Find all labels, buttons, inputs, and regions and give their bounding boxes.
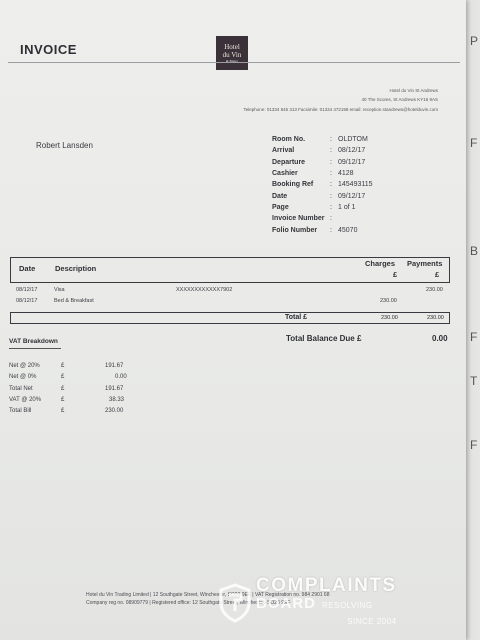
watermark-line1: COMPLAINTS	[256, 575, 397, 596]
colon: :	[330, 147, 332, 155]
header-charges: Charges	[365, 259, 396, 268]
info-label: Departure	[272, 158, 306, 166]
logo-line3: & Bistro	[225, 58, 239, 63]
balance-label: Total Balance Due £	[286, 334, 362, 343]
watermark-text	[256, 576, 397, 630]
vat-label: Net @ 0%	[9, 374, 37, 380]
footer-line1: Hotel du Vin Trading Limited | 12 Southgate Street, Winchester, SO23 9EF | VAT Registration no. 984 2901 68	[86, 592, 330, 598]
info-row	[272, 145, 373, 156]
row-date: 08/12/17	[16, 298, 38, 304]
info-row	[272, 202, 373, 213]
colon: :	[330, 181, 332, 189]
info-label: Page	[272, 203, 289, 211]
vat-row	[9, 397, 129, 406]
watermark-resolving: RESOLVING	[322, 601, 373, 610]
info-row	[272, 213, 373, 224]
colon: :	[330, 203, 332, 211]
edge-glyph: B	[470, 244, 479, 258]
hotel-address-line2: 40 The Scores, St Andrews KY16 9AS	[361, 97, 438, 102]
edge-glyph: F	[470, 330, 478, 344]
info-row	[272, 190, 373, 201]
vat-currency: £	[61, 408, 65, 414]
edge-glyph: F	[470, 136, 478, 150]
info-label: Cashier	[272, 170, 298, 178]
guest-name: Robert Lansden	[36, 141, 93, 150]
vat-breakdown-title: VAT Breakdown	[9, 338, 58, 345]
table-row	[16, 298, 456, 306]
vat-currency: £	[61, 374, 65, 380]
vat-value: 0.00	[115, 374, 127, 380]
row-charges: 230.00	[380, 298, 397, 304]
info-label: Room No.	[272, 136, 306, 144]
total-row	[10, 312, 450, 324]
invoice-title: INVOICE	[20, 42, 77, 57]
info-value: 09/12/17	[338, 158, 366, 166]
info-row	[272, 134, 373, 145]
shield-icon	[218, 583, 252, 623]
info-value: 08/12/17	[338, 147, 366, 155]
watermark-since: SINCE 2004	[347, 617, 397, 626]
vat-row	[9, 408, 129, 417]
info-label: Date	[272, 192, 288, 200]
vat-label: Total Bill	[9, 408, 32, 414]
info-value: 145493115	[338, 181, 373, 189]
colon: :	[330, 170, 332, 178]
colon: :	[330, 136, 332, 144]
booking-info	[272, 134, 373, 236]
vat-currency: £	[61, 397, 65, 403]
hotel-contact-line: Telephone: 01334 845 313 Facsimile: 01334 472198 email: reception.standrews@hotelduvin.com	[243, 107, 438, 112]
footer-line2: Company reg no. 08909779 | Registered office: 12 Southgate Street, Winchester, SO23 9EF	[86, 600, 291, 606]
info-value: 1 of 1	[338, 203, 356, 211]
info-row	[272, 179, 373, 190]
colon: :	[330, 215, 332, 223]
row-reference: XXXXXXXXXXXX7902	[176, 287, 233, 293]
vat-currency: £	[61, 386, 65, 392]
logo-line1: Hotel	[224, 42, 240, 51]
vat-label: Net @ 20%	[9, 363, 40, 369]
watermark-line3-row	[256, 614, 397, 630]
info-label: Invoice Number	[272, 215, 325, 223]
header-description: Description	[55, 264, 97, 273]
vat-value: 38.33	[109, 397, 125, 403]
hotel-address-line1: Hotel du Vin St Andrews	[389, 88, 438, 93]
edge-glyph: F	[470, 438, 478, 452]
info-value: 4128	[338, 170, 354, 178]
logo-line2: du Vin	[222, 50, 242, 59]
info-label: Arrival	[272, 147, 295, 155]
vat-value: 191.67	[105, 386, 124, 392]
complaints-board-watermark	[218, 576, 397, 630]
row-description: Visa	[54, 287, 65, 293]
vat-value: 230.00	[105, 408, 124, 414]
vat-row	[9, 363, 129, 372]
total-label: Total £	[285, 314, 308, 321]
header-rule	[8, 62, 460, 63]
header-date: Date	[19, 264, 36, 273]
colon: :	[330, 192, 332, 200]
info-label: Booking Ref	[272, 181, 314, 189]
info-row	[272, 224, 373, 235]
vat-label: VAT @ 20%	[9, 397, 42, 403]
info-value: 09/12/17	[338, 192, 366, 200]
vat-currency: £	[61, 363, 65, 369]
vat-label: Total Net	[9, 386, 33, 392]
total-charges: 230.00	[381, 315, 398, 321]
colon: :	[330, 158, 332, 166]
watermark-line2	[256, 596, 397, 614]
header-payments-currency: £	[435, 270, 440, 279]
vat-row	[9, 374, 129, 383]
info-row	[272, 168, 373, 179]
total-payments: 230.00	[427, 315, 444, 321]
vat-title-underline	[9, 348, 61, 349]
header-payments: Payments	[407, 259, 443, 268]
info-label: Folio Number	[272, 226, 318, 234]
info-row	[272, 157, 373, 168]
colon: :	[330, 226, 332, 234]
hotel-logo	[216, 36, 248, 70]
transactions-header	[10, 257, 450, 283]
edge-glyph: T	[470, 374, 478, 388]
info-value: 45070	[338, 226, 358, 234]
row-date: 08/12/17	[16, 287, 38, 293]
table-row	[16, 287, 456, 295]
info-value: OLDTOM	[338, 136, 368, 144]
vat-row	[9, 386, 129, 395]
watermark-board: BOARD	[256, 595, 316, 612]
balance-value: 0.00	[432, 334, 448, 343]
edge-glyph: P	[470, 34, 479, 48]
row-description: Bed & Breakfast	[54, 298, 94, 304]
header-charges-currency: £	[393, 270, 398, 279]
row-payments: 230.00	[426, 287, 443, 293]
vat-value: 191.67	[105, 363, 124, 369]
